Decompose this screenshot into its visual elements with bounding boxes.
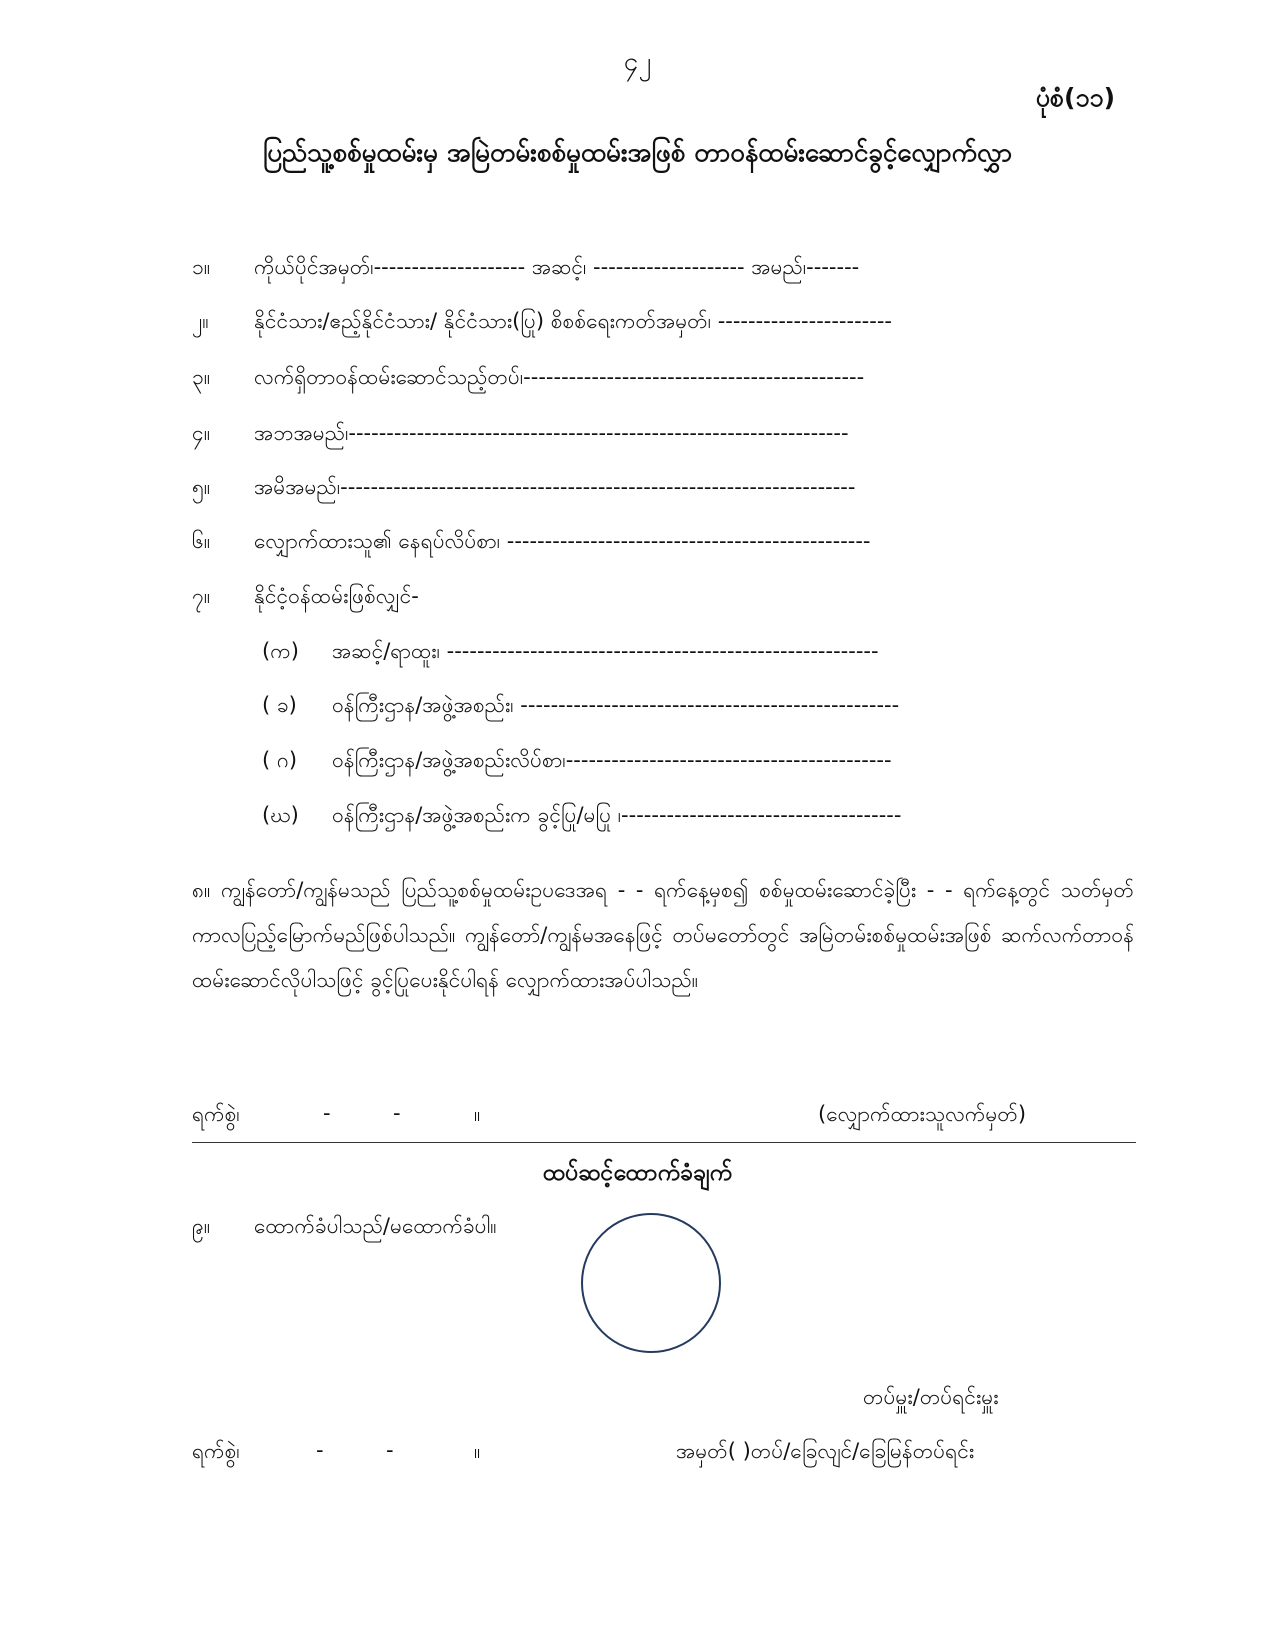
applicant-signature-label: (လျှောက်ထားသူလက်မှတ်) xyxy=(818,1102,1027,1126)
document-title: ပြည်သူ့စစ်မှုထမ်းမှ အမြဲတမ်းစစ်မှုထမ်းအဖြစ် တာဝန်ထမ်းဆောင်ခွင့်လျှောက်လွှာ xyxy=(262,138,1013,168)
item-text: ထောက်ခံပါသည်/မထောက်ခံပါ။ xyxy=(254,1214,497,1238)
applicant-date-sep: - xyxy=(393,1101,401,1125)
sub-item-text: ဝန်ကြီးဌာန/အဖွဲ့အစည်းက ခွင့်ပြု/မပြု ၊------------------------------------- xyxy=(332,803,902,827)
commander-date-label: ရက်စွဲ၊ xyxy=(192,1439,240,1463)
item-6 xyxy=(192,528,871,559)
sub-item-kha xyxy=(262,692,899,723)
endorsement-title: ထပ်ဆင့်ထောက်ခံချက် xyxy=(542,1160,733,1186)
applicant-date-sep: - xyxy=(323,1101,331,1125)
item-number: ၇။ xyxy=(192,584,211,608)
sub-item-label: ( ခ) xyxy=(262,693,297,717)
item-3 xyxy=(192,364,864,395)
item-text: နိုင်ငံ့ဝန်ထမ်းဖြစ်လျှင်- xyxy=(254,584,419,608)
item-2 xyxy=(192,308,892,339)
sub-item-ga xyxy=(262,747,892,778)
sub-item-text: ဝန်ကြီးဌာန/အဖွဲ့အစည်းလိပ်စာ၊------------------------------------------- xyxy=(332,748,892,772)
commander-date-sep: - xyxy=(316,1438,324,1462)
item-number: ၆။ xyxy=(192,529,211,553)
applicant-date-end: ။ xyxy=(474,1102,481,1126)
item-4 xyxy=(192,420,849,451)
item-number: ၂။ xyxy=(192,309,209,333)
applicant-date-label: ရက်စွဲ၊ xyxy=(192,1102,240,1126)
item-7 xyxy=(192,583,419,614)
sub-item-label: ( ဂ) xyxy=(262,748,298,772)
page-number: ၄၂ xyxy=(623,47,652,77)
item-number: ၉။ xyxy=(192,1214,211,1238)
item-text: ကိုယ်ပိုင်အမှတ်၊-------------------- အဆင့်၊ -------------------- အမည်၊------- xyxy=(254,255,860,279)
sub-item-text: ဝန်ကြီးဌာန/အဖွဲ့အစည်း၊ -------------------------------------------------- xyxy=(332,693,900,717)
commander-date-end: ။ xyxy=(474,1439,481,1463)
item-5 xyxy=(192,474,855,505)
sub-item-label: (ဃ) xyxy=(262,803,299,827)
commander-date-sep: - xyxy=(386,1438,394,1462)
sub-item-gha xyxy=(262,802,901,833)
divider xyxy=(192,1142,1136,1143)
item-number: ၄။ xyxy=(192,421,211,445)
item-1 xyxy=(192,254,859,285)
item-number: ၁။ xyxy=(192,255,211,279)
seal-circle xyxy=(581,1213,721,1353)
item-text: နိုင်ငံသား/ဧည့်နိုင်ငံသား/ နိုင်ငံသား(ပြု) စိစစ်ရေးကတ်အမှတ်၊ ----------------------- xyxy=(254,309,892,333)
declaration-paragraph: ၈။ ကျွန်တော်/ကျွန်မသည် ပြည်သူ့စစ်မှုထမ်းဥပဒေအရ - - ရက်နေ့မှစ၍ စစ်မှုထမ်းဆောင်ခဲ့ပြီး - - ရက်နေ့တွင် သတ်မှတ်ကာလပြည့်မြောက်မည်ဖြစ်ပါသည်။ ကျွန်တော်/ကျွန်မအနေဖြင့် တပ်မတော်တွင် အမြဲတမ်းစစ်မှုထမ်းအဖြစ် ဆက်လက်တာဝန်ထမ်းဆောင်လိုပါသဖြင့် ခွင့်ပြုပေးနိုင်ပါရန် လျှောက်ထားအပ်ပါသည်။ xyxy=(192,878,1134,992)
item-text: လက်ရှိတာဝန်ထမ်းဆောင်သည့်တပ်၊--------------------------------------------- xyxy=(254,365,865,389)
item-number: ၃။ xyxy=(192,365,211,389)
commander-title: တပ်မှူး/တပ်ရင်းမှူး xyxy=(863,1385,999,1409)
item-9 xyxy=(192,1213,497,1244)
item-number: ၅။ xyxy=(192,475,211,499)
sub-item-text: အဆင့်/ရာထူး၊ --------------------------------------------------------- xyxy=(332,639,879,663)
item-text: အဘအမည်၊------------------------------------------------------------------ xyxy=(254,421,849,445)
item-text: အမိအမည်၊-------------------------------------------------------------------- xyxy=(254,475,856,499)
sub-item-ka xyxy=(262,638,879,669)
sub-item-label: (က) xyxy=(262,639,299,663)
form-number: ပုံစံ(၁၁) xyxy=(1035,83,1115,112)
item-text: လျှောက်ထားသူ၏ နေရပ်လိပ်စာ၊ ------------------------------------------------ xyxy=(254,529,871,553)
unit-designation: အမှတ်( )တပ်/ခြေလျင်/ခြေမြန်တပ်ရင်း xyxy=(676,1439,975,1463)
